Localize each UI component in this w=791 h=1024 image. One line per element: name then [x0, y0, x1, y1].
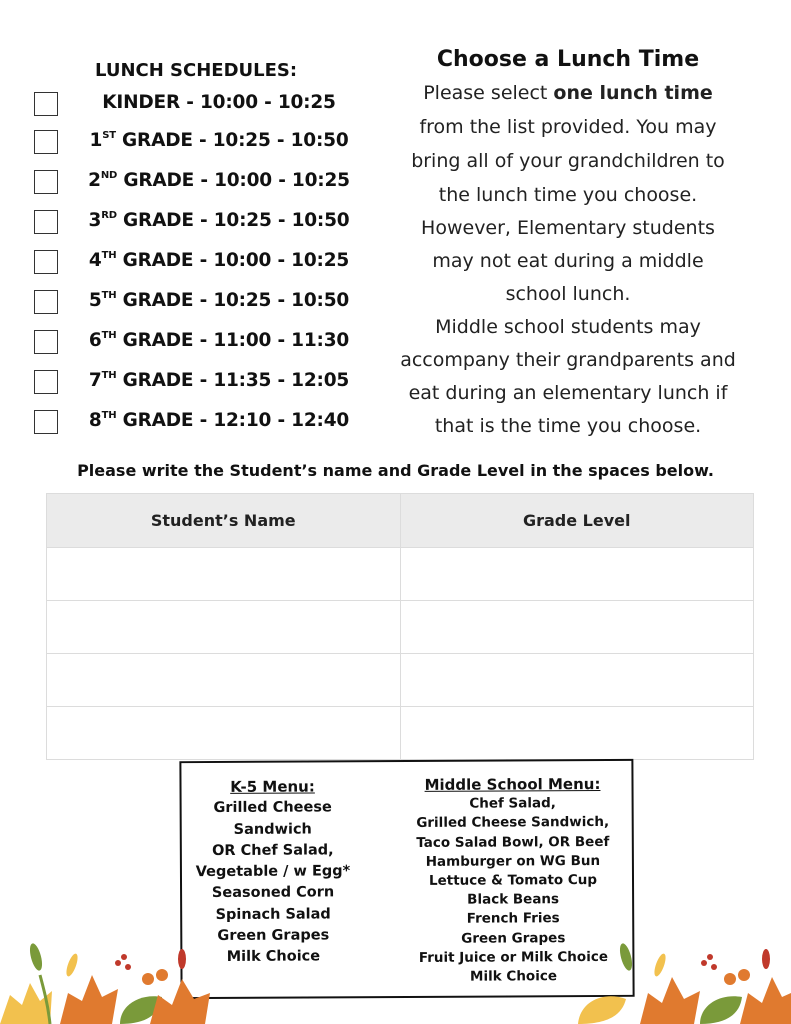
- schedule-label: [74, 250, 364, 271]
- k5-menu-item: OR Chef Salad,: [212, 842, 334, 859]
- grade-suffix: ST: [102, 130, 116, 141]
- choose-line: However, Elementary students: [421, 217, 715, 239]
- ms-menu-item: Chef Salad,: [469, 795, 556, 812]
- student-table: [46, 493, 754, 760]
- berry-icon: [701, 960, 707, 966]
- grade-suffix: TH: [101, 410, 117, 421]
- schedule-label: [74, 410, 364, 431]
- grade-word: GRADE: [116, 370, 194, 391]
- schedule-checkbox[interactable]: [34, 170, 58, 194]
- berry-icon: [121, 954, 127, 960]
- leaf-icon: [762, 949, 770, 969]
- berry-icon: [125, 964, 131, 970]
- ms-menu-title: Middle School Menu:: [424, 774, 601, 794]
- grade-label: 7: [88, 370, 102, 391]
- ms-menu-item: Black Beans: [467, 891, 560, 908]
- ms-menu-item: French Fries: [466, 910, 560, 928]
- schedule-checkbox[interactable]: [34, 410, 58, 434]
- choose-line: school lunch.: [505, 283, 631, 305]
- lunch-time: - 11:00 - 11:30: [193, 330, 350, 351]
- leaf-icon: [28, 942, 45, 972]
- schedule-label: [74, 210, 364, 231]
- schedule-checkbox[interactable]: [34, 130, 58, 154]
- grade-label: 3: [88, 210, 102, 231]
- schedule-title: LUNCH SCHEDULES:: [95, 60, 298, 81]
- leaf-icon: [652, 952, 668, 977]
- choose-line: that is the time you choose.: [434, 415, 702, 437]
- leaf-icon: [740, 977, 791, 1024]
- grade-suffix: TH: [101, 330, 117, 341]
- middle-school-menu: [407, 775, 618, 987]
- grade-word: GRADE: [116, 410, 194, 431]
- lunch-time: - 10:25 - 10:50: [192, 130, 349, 151]
- header-student-name: Student’s Name: [47, 494, 401, 548]
- student-name-cell[interactable]: [47, 548, 401, 601]
- lunch-time: - 10:25 - 10:50: [193, 210, 350, 231]
- grade-suffix: RD: [101, 210, 117, 221]
- ms-menu-item: Taco Salad Bowl, OR Beef: [416, 833, 610, 851]
- lunch-time: - 10:25 - 10:50: [193, 290, 350, 311]
- ms-menu-item: Grilled Cheese Sandwich,: [416, 814, 610, 832]
- grade-label: 5: [88, 290, 102, 311]
- k5-menu-item: Milk Choice: [226, 948, 321, 966]
- schedule-row: [34, 210, 364, 236]
- k5-menu-item: Green Grapes: [217, 927, 330, 945]
- k5-menu-item: Sandwich: [233, 821, 312, 838]
- leaf-icon: [700, 996, 742, 1024]
- ms-menu-item: Milk Choice: [469, 968, 558, 985]
- acorn-icon: [142, 973, 154, 985]
- berry-icon: [711, 964, 717, 970]
- schedule-row: [34, 330, 364, 356]
- schedule-checkbox[interactable]: [34, 210, 58, 234]
- choose-title: Choose a Lunch Time: [436, 47, 700, 72]
- k5-menu-item: Grilled Cheese: [213, 799, 332, 817]
- header-grade-level: Grade Level: [400, 494, 754, 548]
- schedule-label: [74, 290, 364, 311]
- schedule-checkbox[interactable]: [34, 250, 58, 274]
- leaf-icon: [120, 996, 162, 1024]
- schedule-row: [34, 130, 364, 156]
- grade-word: GRADE: [115, 130, 193, 151]
- schedule-label: [74, 330, 364, 351]
- grade-label: 4: [88, 250, 102, 271]
- schedule-label: [74, 370, 364, 391]
- choose-line: the lunch time you choose.: [438, 184, 698, 206]
- k5-menu-title: K-5 Menu:: [230, 777, 315, 796]
- schedule-row: [34, 290, 364, 316]
- grade-suffix: TH: [101, 250, 117, 261]
- berry-icon: [707, 954, 713, 960]
- grade-suffix: TH: [101, 370, 117, 381]
- instruction-text: Please write the Student’s name and Grade Level in the spaces below.: [77, 461, 714, 480]
- grade-label: 1: [89, 130, 103, 151]
- leaf-icon: [64, 952, 80, 977]
- leaf-icon: [578, 996, 626, 1024]
- choose-line-1: Please select one lunch time: [423, 82, 713, 104]
- grade-label: 6: [88, 330, 102, 351]
- lunch-time: - 11:35 - 12:05: [193, 370, 350, 391]
- student-name-cell[interactable]: [47, 654, 401, 707]
- leaf-icon: [0, 983, 52, 1024]
- acorn-icon: [724, 973, 736, 985]
- choose-line: accompany their grandparents and: [400, 349, 736, 371]
- choose-line: eat during an elementary lunch if: [408, 382, 728, 404]
- schedule-label: [74, 170, 364, 191]
- student-name-cell[interactable]: [47, 707, 401, 760]
- schedule-checkbox[interactable]: [34, 290, 58, 314]
- choose-line: may not eat during a middle: [432, 250, 704, 272]
- schedule-checkbox[interactable]: [34, 330, 58, 354]
- leaf-icon: [640, 977, 700, 1024]
- schedule-row: [34, 92, 364, 118]
- grade-suffix: TH: [101, 290, 117, 301]
- ms-menu-item: Fruit Juice or Milk Choice: [418, 948, 608, 966]
- grade-level-cell[interactable]: [400, 707, 754, 760]
- schedule-checkbox[interactable]: [34, 370, 58, 394]
- acorn-icon: [738, 969, 750, 981]
- table-row: [47, 654, 754, 707]
- schedule-label: [74, 92, 364, 113]
- ms-menu-item: Hamburger on WG Bun: [425, 852, 601, 870]
- schedule-row: [34, 410, 364, 436]
- schedule-checkbox[interactable]: [34, 92, 58, 116]
- grade-suffix: ND: [100, 170, 118, 181]
- choose-lunch-section: [380, 44, 756, 443]
- schedule-label: [74, 130, 364, 151]
- table-row: [47, 707, 754, 760]
- grade-word: GRADE: [116, 210, 194, 231]
- lunch-time: - 10:00 - 10:25: [194, 170, 350, 191]
- grade-word: GRADE: [117, 170, 195, 191]
- grade-level-cell[interactable]: [400, 654, 754, 707]
- leaf-icon: [60, 975, 118, 1024]
- grade-word: GRADE: [116, 330, 194, 351]
- k5-menu-item: Vegetable / w Egg*: [195, 863, 351, 881]
- leaf-stem-icon: [40, 975, 50, 1024]
- grade-level-cell[interactable]: [400, 548, 754, 601]
- student-name-cell[interactable]: [47, 601, 401, 654]
- lunch-time: - 10:00 - 10:25: [180, 92, 336, 113]
- choose-line: from the list provided. You may: [419, 116, 717, 138]
- grade-label: 8: [88, 410, 102, 431]
- schedule-row: [34, 250, 364, 276]
- acorn-icon: [156, 969, 168, 981]
- menu-box: [179, 759, 634, 999]
- k5-menu: [187, 776, 358, 969]
- grade-level-cell[interactable]: [400, 601, 754, 654]
- schedule-row: [34, 170, 364, 196]
- schedule-row: [34, 370, 364, 396]
- lunch-time: - 12:10 - 12:40: [193, 410, 350, 431]
- grade-label: KINDER: [102, 92, 181, 113]
- k5-menu-item: Spinach Salad: [215, 906, 331, 923]
- lunch-time: - 10:00 - 10:25: [193, 250, 350, 271]
- table-row: [47, 601, 754, 654]
- grade-word: GRADE: [116, 290, 194, 311]
- table-row: [47, 548, 754, 601]
- ms-menu-item: Green Grapes: [461, 929, 566, 947]
- grade-word: GRADE: [116, 250, 194, 271]
- grade-label: 2: [88, 170, 101, 191]
- left-leaf-cluster: [0, 942, 210, 1024]
- choose-line: bring all of your grandchildren to: [411, 150, 725, 172]
- berry-icon: [115, 960, 121, 966]
- choose-line: Middle school students may: [435, 316, 701, 338]
- ms-menu-item: Lettuce & Tomato Cup: [428, 872, 598, 889]
- k5-menu-item: Seasoned Corn: [211, 884, 335, 902]
